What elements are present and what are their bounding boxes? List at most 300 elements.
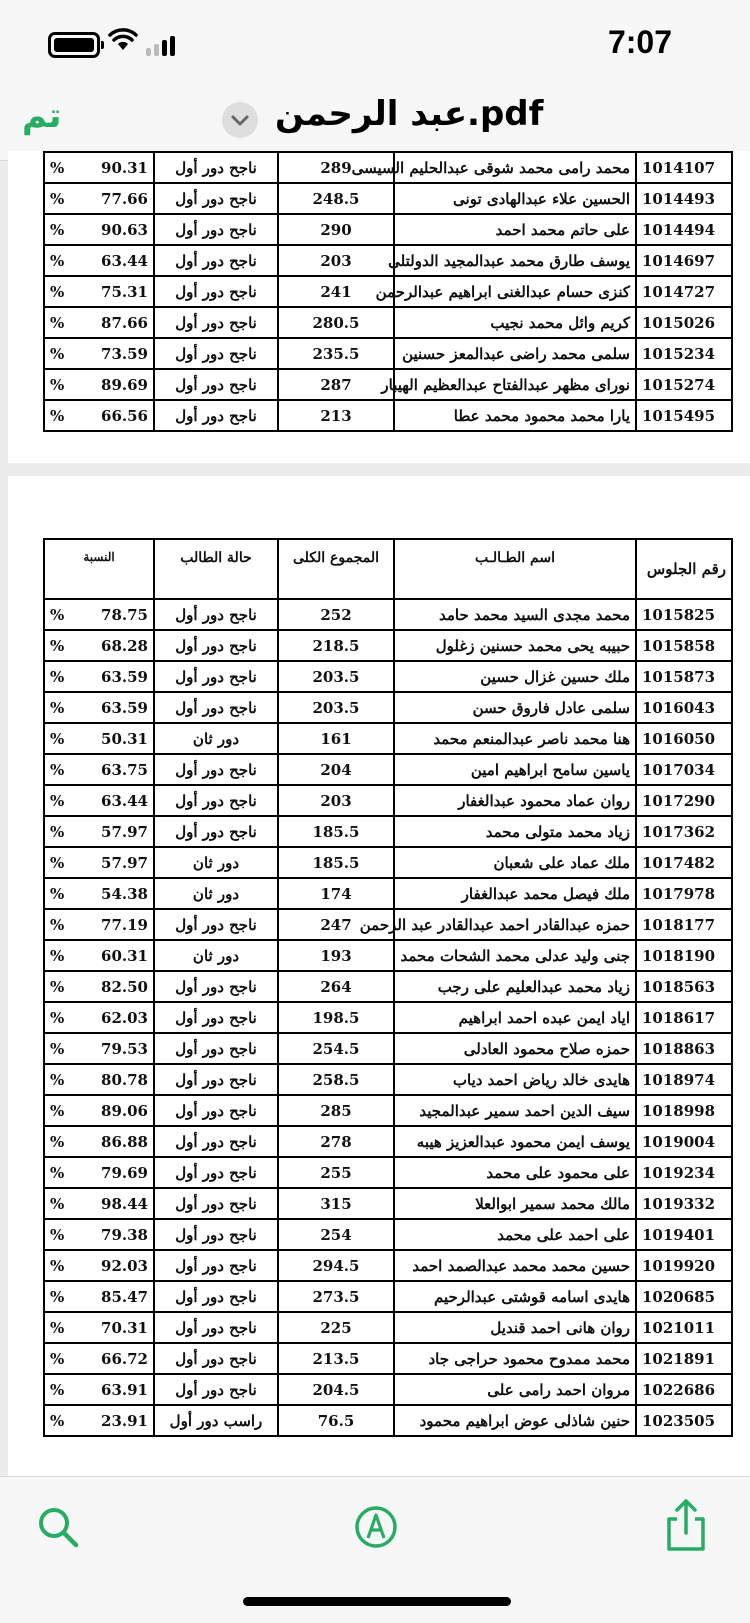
name-cell: سيف الدين احمد سمير عبدالمجيد — [394, 1095, 636, 1126]
percent-sign: % — [50, 1411, 65, 1430]
percent-cell — [44, 1064, 154, 1095]
percent-value: 23.91 — [101, 1411, 148, 1430]
name-cell: يوسف ايمن محمود عبدالعزيز هيبه — [394, 1126, 636, 1157]
percent-value: 86.88 — [101, 1132, 148, 1151]
percent-value: 87.66 — [101, 313, 148, 332]
percent-cell — [44, 754, 154, 785]
seat-number-cell: 1018863 — [636, 1033, 732, 1064]
percent-sign: % — [50, 1287, 65, 1306]
percent-value: 80.78 — [101, 1070, 148, 1089]
total-cell: 204.5 — [278, 1374, 394, 1405]
table-row — [44, 909, 732, 940]
total-cell: 258.5 — [278, 1064, 394, 1095]
table-row — [44, 1281, 732, 1312]
table-row — [44, 338, 732, 369]
percent-cell — [44, 692, 154, 723]
table-row — [44, 1374, 732, 1405]
percent-value: 66.56 — [101, 406, 148, 425]
total-cell: 198.5 — [278, 1002, 394, 1033]
percent-sign: % — [50, 406, 65, 425]
total-cell: 280.5 — [278, 307, 394, 338]
percent-value: 90.31 — [101, 158, 148, 177]
name-cell: مروان احمد رامى على — [394, 1374, 636, 1405]
status-cell: ناجح دور أول — [154, 909, 278, 940]
table-row — [44, 1219, 732, 1250]
status-cell: ناجح دور أول — [154, 1250, 278, 1281]
seat-number-cell: 1022686 — [636, 1374, 732, 1405]
status-cell: ناجح دور أول — [154, 1002, 278, 1033]
name-cell: يارا محمد محمود محمد عطا — [394, 400, 636, 431]
table-row — [44, 599, 732, 630]
percent-sign: % — [50, 344, 65, 363]
table-row — [44, 1188, 732, 1219]
name-cell: زياد محمد عبدالعليم على رجب — [394, 971, 636, 1002]
total-cell: 290 — [278, 214, 394, 245]
table-row — [44, 723, 732, 754]
home-indicator[interactable] — [243, 1597, 511, 1606]
percent-cell — [44, 1405, 154, 1436]
percent-sign: % — [50, 1070, 65, 1089]
percent-cell — [44, 816, 154, 847]
status-cell: ناجح دور أول — [154, 1033, 278, 1064]
seat-number-cell: 1014494 — [636, 214, 732, 245]
table-row — [44, 400, 732, 431]
status-cell: دور ثان — [154, 878, 278, 909]
seat-number-cell: 1015274 — [636, 369, 732, 400]
name-cell: سلمى محمد راضى عبدالمعز حسنين — [394, 338, 636, 369]
total-cell: 278 — [278, 1126, 394, 1157]
percent-sign: % — [50, 1225, 65, 1244]
pdf-page-2 — [8, 476, 750, 1486]
name-cell: ملك حسين غزال حسين — [394, 661, 636, 692]
seat-number-cell: 1019920 — [636, 1250, 732, 1281]
table-row — [44, 785, 732, 816]
total-cell: 252 — [278, 599, 394, 630]
seat-number-cell: 1019401 — [636, 1219, 732, 1250]
percent-sign: % — [50, 189, 65, 208]
percent-value: 75.31 — [101, 282, 148, 301]
percent-value: 63.91 — [101, 1380, 148, 1399]
pdf-page-1 — [8, 151, 750, 463]
table-row — [44, 1405, 732, 1436]
status-cell: ناجح دور أول — [154, 338, 278, 369]
seat-number-cell: 1016050 — [636, 723, 732, 754]
table-header-row — [44, 539, 732, 599]
total-cell: 203 — [278, 785, 394, 816]
name-cell: على حاتم محمد احمد — [394, 214, 636, 245]
table-row — [44, 276, 732, 307]
seat-number-cell: 1016043 — [636, 692, 732, 723]
percent-cell — [44, 630, 154, 661]
done-button[interactable]: تم — [22, 96, 62, 136]
percent-value: 85.47 — [101, 1287, 148, 1306]
percent-sign: % — [50, 729, 65, 748]
table-row — [44, 661, 732, 692]
percent-sign: % — [50, 636, 65, 655]
status-cell: ناجح دور أول — [154, 1126, 278, 1157]
percent-sign: % — [50, 1380, 65, 1399]
table-row — [44, 1343, 732, 1374]
status-cell: ناجح دور أول — [154, 276, 278, 307]
table-row — [44, 214, 732, 245]
total-cell: 193 — [278, 940, 394, 971]
percent-sign: % — [50, 698, 65, 717]
percent-value: 79.53 — [101, 1039, 148, 1058]
search-icon[interactable] — [36, 1505, 80, 1549]
seat-number-cell: 1021011 — [636, 1312, 732, 1343]
table-row — [44, 1250, 732, 1281]
percent-cell — [44, 214, 154, 245]
table-row — [44, 1095, 732, 1126]
percent-sign: % — [50, 667, 65, 686]
seat-number-cell: 1015825 — [636, 599, 732, 630]
total-cell: 273.5 — [278, 1281, 394, 1312]
table-row — [44, 1064, 732, 1095]
header-total: المجموع الكلى — [278, 539, 394, 599]
total-cell: 235.5 — [278, 338, 394, 369]
percent-sign: % — [50, 375, 65, 394]
percent-value: 89.69 — [101, 375, 148, 394]
percent-sign: % — [50, 946, 65, 965]
percent-value: 63.44 — [101, 251, 148, 270]
results-table-page-2 — [43, 538, 733, 1437]
name-cell: كريم وائل محمد نجيب — [394, 307, 636, 338]
percent-cell — [44, 1281, 154, 1312]
seat-number-cell: 1017362 — [636, 816, 732, 847]
percent-value: 63.75 — [101, 760, 148, 779]
seat-number-cell: 1014727 — [636, 276, 732, 307]
name-cell: سلمى عادل فاروق حسن — [394, 692, 636, 723]
total-cell: 204 — [278, 754, 394, 785]
name-cell: على احمد على محمد — [394, 1219, 636, 1250]
status-cell: ناجح دور أول — [154, 1064, 278, 1095]
table-row — [44, 1312, 732, 1343]
percent-cell — [44, 152, 154, 183]
status-cell: ناجح دور أول — [154, 1312, 278, 1343]
table-row — [44, 307, 732, 338]
seat-number-cell: 1019234 — [636, 1157, 732, 1188]
name-cell: محمد ممدوح محمود حراجى جاد — [394, 1343, 636, 1374]
share-icon[interactable] — [664, 1497, 708, 1553]
table-row — [44, 152, 732, 183]
total-cell: 241 — [278, 276, 394, 307]
header-status: حالة الطالب — [154, 539, 278, 599]
percent-cell — [44, 940, 154, 971]
seat-number-cell: 1017482 — [636, 847, 732, 878]
percent-cell — [44, 785, 154, 816]
percent-cell — [44, 661, 154, 692]
percent-sign: % — [50, 1163, 65, 1182]
percent-cell — [44, 723, 154, 754]
status-cell: ناجح دور أول — [154, 307, 278, 338]
total-cell: 161 — [278, 723, 394, 754]
chevron-down-icon[interactable] — [222, 102, 258, 138]
header-name: اسم الطـالـب — [394, 539, 636, 599]
total-cell: 315 — [278, 1188, 394, 1219]
name-cell: اياد ايمن عبده احمد ابراهيم — [394, 1002, 636, 1033]
total-cell: 203 — [278, 245, 394, 276]
name-cell: حبيبه يحى محمد حسنين زغلول — [394, 630, 636, 661]
table-row — [44, 692, 732, 723]
battery-icon — [48, 32, 100, 58]
status-cell: راسب دور أول — [154, 1405, 278, 1436]
status-cell: ناجح دور أول — [154, 785, 278, 816]
total-cell: 254.5 — [278, 1033, 394, 1064]
percent-value: 70.31 — [101, 1318, 148, 1337]
status-cell: ناجح دور أول — [154, 152, 278, 183]
status-cell: ناجح دور أول — [154, 661, 278, 692]
percent-cell — [44, 183, 154, 214]
table-row — [44, 1002, 732, 1033]
percent-cell — [44, 400, 154, 431]
name-cell: حمزه عبدالقادر احمد عبدالقادر عبد الرحمن — [394, 909, 636, 940]
status-cell: دور ثان — [154, 940, 278, 971]
percent-sign: % — [50, 853, 65, 872]
percent-cell — [44, 1250, 154, 1281]
percent-value: 60.31 — [101, 946, 148, 965]
total-cell: 185.5 — [278, 816, 394, 847]
percent-value: 63.44 — [101, 791, 148, 810]
percent-sign: % — [50, 822, 65, 841]
percent-cell — [44, 276, 154, 307]
status-cell: ناجح دور أول — [154, 692, 278, 723]
table-row — [44, 971, 732, 1002]
seat-number-cell: 1017290 — [636, 785, 732, 816]
name-cell: هايدى اسامه قوشتى عبدالرحيم — [394, 1281, 636, 1312]
seat-number-cell: 1019332 — [636, 1188, 732, 1219]
percent-cell — [44, 369, 154, 400]
status-cell: ناجح دور أول — [154, 214, 278, 245]
header-seat: رقم الجلوس — [636, 539, 732, 599]
name-cell: حمزه صلاح محمود العادلى — [394, 1033, 636, 1064]
percent-cell — [44, 1188, 154, 1219]
percent-value: 57.97 — [101, 853, 148, 872]
percent-value: 62.03 — [101, 1008, 148, 1027]
table-row — [44, 847, 732, 878]
total-cell: 248.5 — [278, 183, 394, 214]
status-cell: ناجح دور أول — [154, 1281, 278, 1312]
percent-value: 82.50 — [101, 977, 148, 996]
percent-sign: % — [50, 977, 65, 996]
table-row — [44, 878, 732, 909]
percent-value: 79.69 — [101, 1163, 148, 1182]
markup-icon[interactable] — [354, 1505, 398, 1549]
table-row — [44, 1157, 732, 1188]
seat-number-cell: 1021891 — [636, 1343, 732, 1374]
percent-cell — [44, 245, 154, 276]
percent-cell — [44, 1033, 154, 1064]
seat-number-cell: 1014493 — [636, 183, 732, 214]
percent-sign: % — [50, 605, 65, 624]
name-cell: ياسين سامح ابراهيم امين — [394, 754, 636, 785]
percent-cell — [44, 1157, 154, 1188]
total-cell: 76.5 — [278, 1405, 394, 1436]
percent-value: 79.38 — [101, 1225, 148, 1244]
seat-number-cell: 1015234 — [636, 338, 732, 369]
total-cell: 174 — [278, 878, 394, 909]
total-cell: 218.5 — [278, 630, 394, 661]
seat-number-cell: 1019004 — [636, 1126, 732, 1157]
status-cell: ناجح دور أول — [154, 971, 278, 1002]
total-cell: 254 — [278, 1219, 394, 1250]
percent-value: 57.97 — [101, 822, 148, 841]
status-cell: ناجح دور أول — [154, 754, 278, 785]
seat-number-cell: 1015495 — [636, 400, 732, 431]
percent-cell — [44, 1126, 154, 1157]
percent-sign: % — [50, 1101, 65, 1120]
total-cell: 203.5 — [278, 692, 394, 723]
seat-number-cell: 1018563 — [636, 971, 732, 1002]
name-cell: ملك عماد على شعبان — [394, 847, 636, 878]
name-cell: زياد محمد متولى محمد — [394, 816, 636, 847]
table-row — [44, 183, 732, 214]
table-row — [44, 754, 732, 785]
percent-value: 63.59 — [101, 698, 148, 717]
name-cell: هايدى خالد رياض احمد دياب — [394, 1064, 636, 1095]
total-cell: 264 — [278, 971, 394, 1002]
seat-number-cell: 1014697 — [636, 245, 732, 276]
total-cell: 285 — [278, 1095, 394, 1126]
status-cell: ناجح دور أول — [154, 1343, 278, 1374]
status-cell: ناجح دور أول — [154, 599, 278, 630]
table-row — [44, 369, 732, 400]
percent-cell — [44, 847, 154, 878]
name-cell: مالك محمد سمير ابوالعلا — [394, 1188, 636, 1219]
percent-value: 92.03 — [101, 1256, 148, 1275]
status-bar — [0, 0, 750, 90]
percent-sign: % — [50, 1008, 65, 1027]
percent-value: 63.59 — [101, 667, 148, 686]
percent-sign: % — [50, 1256, 65, 1275]
percent-value: 78.75 — [101, 605, 148, 624]
percent-cell — [44, 971, 154, 1002]
name-cell: ملك فيصل محمد عبدالغفار — [394, 878, 636, 909]
total-cell: 247 — [278, 909, 394, 940]
status-cell: ناجح دور أول — [154, 630, 278, 661]
status-cell: ناجح دور أول — [154, 1157, 278, 1188]
signal-icon — [146, 34, 186, 56]
seat-number-cell: 1018617 — [636, 1002, 732, 1033]
percent-cell — [44, 599, 154, 630]
percent-value: 98.44 — [101, 1194, 148, 1213]
percent-cell — [44, 1312, 154, 1343]
name-cell: هنا محمد ناصر عبدالمنعم محمد — [394, 723, 636, 754]
total-cell: 287 — [278, 369, 394, 400]
name-cell: حنين شاذلى عوض ابراهيم محمود — [394, 1405, 636, 1436]
status-cell: ناجح دور أول — [154, 245, 278, 276]
percent-sign: % — [50, 282, 65, 301]
percent-sign: % — [50, 915, 65, 934]
header-percent: النسبة — [44, 539, 154, 599]
pdf-viewer[interactable] — [0, 158, 750, 1476]
total-cell: 203.5 — [278, 661, 394, 692]
name-cell: حسين محمد محمد عبدالصمد احمد — [394, 1250, 636, 1281]
document-title[interactable]: عبد الرحمن.pdf — [275, 94, 544, 134]
status-time: 7:07 — [607, 24, 672, 60]
percent-sign: % — [50, 760, 65, 779]
total-cell: 213 — [278, 400, 394, 431]
seat-number-cell: 1015873 — [636, 661, 732, 692]
seat-number-cell: 1020685 — [636, 1281, 732, 1312]
percent-sign: % — [50, 1318, 65, 1337]
percent-cell — [44, 307, 154, 338]
percent-value: 90.63 — [101, 220, 148, 239]
seat-number-cell: 1018974 — [636, 1064, 732, 1095]
percent-cell — [44, 1002, 154, 1033]
percent-sign: % — [50, 1194, 65, 1213]
percent-sign: % — [50, 251, 65, 270]
percent-sign: % — [50, 220, 65, 239]
table-row — [44, 1033, 732, 1064]
percent-value: 68.28 — [101, 636, 148, 655]
percent-cell — [44, 1219, 154, 1250]
percent-sign: % — [50, 313, 65, 332]
percent-value: 77.66 — [101, 189, 148, 208]
table-row — [44, 940, 732, 971]
wifi-icon — [108, 26, 138, 52]
percent-sign: % — [50, 791, 65, 810]
percent-value: 66.72 — [101, 1349, 148, 1368]
status-cell: ناجح دور أول — [154, 369, 278, 400]
status-cell: ناجح دور أول — [154, 400, 278, 431]
seat-number-cell: 1017034 — [636, 754, 732, 785]
name-cell: محمد مجدى السيد محمد حامد — [394, 599, 636, 630]
percent-cell — [44, 909, 154, 940]
table-row — [44, 1126, 732, 1157]
name-cell: الحسين علاء عبدالهادى تونى — [394, 183, 636, 214]
status-cell: دور ثان — [154, 723, 278, 754]
seat-number-cell: 1015026 — [636, 307, 732, 338]
seat-number-cell: 1018190 — [636, 940, 732, 971]
percent-sign: % — [50, 884, 65, 903]
status-cell: ناجح دور أول — [154, 1188, 278, 1219]
percent-cell — [44, 1343, 154, 1374]
seat-number-cell: 1018177 — [636, 909, 732, 940]
percent-cell — [44, 338, 154, 369]
name-cell: كنزى حسام عبدالغنى ابراهيم عبدالرحمن — [394, 276, 636, 307]
percent-value: 89.06 — [101, 1101, 148, 1120]
status-cell: ناجح دور أول — [154, 183, 278, 214]
percent-sign: % — [50, 1132, 65, 1151]
name-cell: روان هانى احمد قنديل — [394, 1312, 636, 1343]
name-cell: روان عماد محمود عبدالغفار — [394, 785, 636, 816]
table-row — [44, 816, 732, 847]
total-cell: 255 — [278, 1157, 394, 1188]
percent-value: 73.59 — [101, 344, 148, 363]
status-cell: ناجح دور أول — [154, 1374, 278, 1405]
status-cell: دور ثان — [154, 847, 278, 878]
seat-number-cell: 1018998 — [636, 1095, 732, 1126]
percent-value: 54.38 — [101, 884, 148, 903]
total-cell: 289 — [278, 152, 394, 183]
percent-value: 50.31 — [101, 729, 148, 748]
percent-cell — [44, 1095, 154, 1126]
status-cell: ناجح دور أول — [154, 1095, 278, 1126]
percent-value: 77.19 — [101, 915, 148, 934]
percent-sign: % — [50, 158, 65, 177]
table-row — [44, 630, 732, 661]
name-cell: يوسف طارق محمد عبدالمجيد الدولتلى — [394, 245, 636, 276]
total-cell: 294.5 — [278, 1250, 394, 1281]
name-cell: جنى وليد عدلى محمد الشحات محمد — [394, 940, 636, 971]
table-row — [44, 245, 732, 276]
seat-number-cell: 1023505 — [636, 1405, 732, 1436]
seat-number-cell: 1014107 — [636, 152, 732, 183]
seat-number-cell: 1015858 — [636, 630, 732, 661]
percent-cell — [44, 878, 154, 909]
results-table-page-1 — [43, 151, 733, 432]
percent-cell — [44, 1374, 154, 1405]
